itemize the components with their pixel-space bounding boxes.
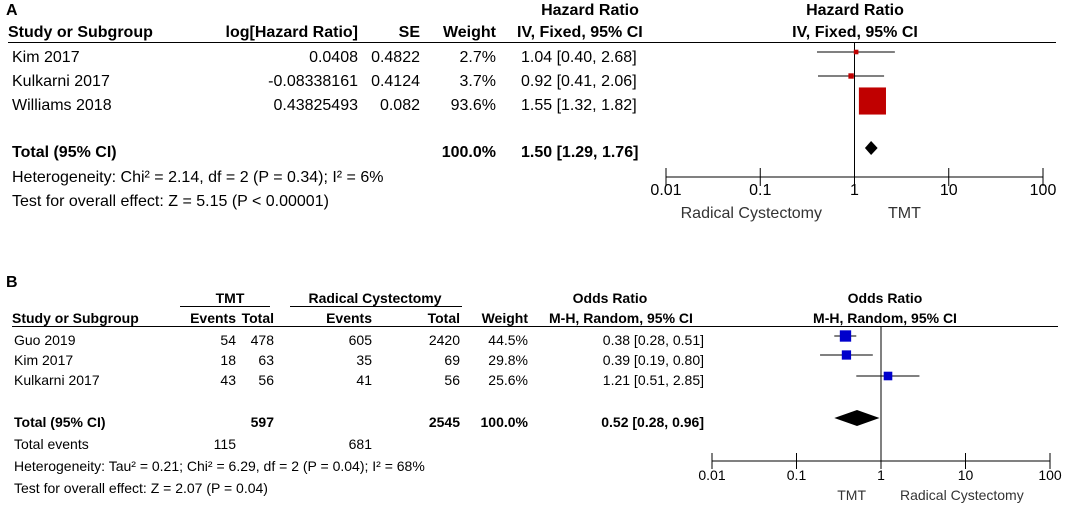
- a-col-effect-method: IV, Fixed, 95% CI: [517, 24, 643, 41]
- a-col-study: Study or Subgroup: [8, 24, 153, 41]
- b-overall-effect: Test for overall effect: Z = 2.07 (P = 0.04): [14, 480, 268, 496]
- b-total-label: Total (95% CI): [14, 414, 106, 430]
- a-study-weight: 93.6%: [450, 97, 496, 114]
- a-total-ci: 1.50 [1.29, 1.76]: [521, 144, 639, 161]
- b-total-events-label: Total events: [14, 436, 89, 452]
- b-col-effect-method: M-H, Random, 95% CI: [549, 310, 693, 326]
- a-col-log-hr: log[Hazard Ratio]: [225, 24, 358, 41]
- a-study-ci: 1.04 [0.40, 2.68]: [521, 49, 637, 66]
- a-tick-label: 0.01: [650, 182, 682, 199]
- b-study-events2: 605: [348, 332, 372, 348]
- b-study-total2: 69: [444, 352, 460, 368]
- a-study-se: 0.082: [379, 97, 420, 114]
- b-col-total2: Total: [427, 310, 460, 326]
- b-study-weight: 25.6%: [488, 372, 528, 388]
- a-study-weight: 2.7%: [459, 49, 496, 66]
- b-col-plot-method: M-H, Random, 95% CI: [813, 310, 957, 326]
- a-overall-effect: Test for overall effect: Z = 5.15 (P < 0.00001): [12, 193, 329, 210]
- b-col-events1: Events: [190, 310, 236, 326]
- b-study-events2: 35: [356, 352, 372, 368]
- a-study-ci: 1.55 [1.32, 1.82]: [521, 97, 637, 114]
- b-study-total1: 478: [250, 332, 274, 348]
- a-study-se: 0.4822: [371, 49, 420, 66]
- b-study-marker: [842, 350, 851, 359]
- a-study-log-hr: 0.0408: [309, 49, 358, 66]
- b-study-name: Kulkarni 2017: [14, 372, 100, 388]
- a-col-weight: Weight: [442, 24, 496, 41]
- b-col-study: Study or Subgroup: [12, 310, 139, 326]
- b-tick-label: 100: [1038, 467, 1062, 483]
- b-study-weight: 44.5%: [488, 332, 528, 348]
- b-total-diamond: [834, 410, 879, 426]
- b-tick-label: 1: [877, 467, 885, 483]
- b-study-total2: 2420: [428, 332, 460, 348]
- a-study-name: Kim 2017: [12, 49, 80, 66]
- b-study-total1: 56: [258, 372, 274, 388]
- a-col-se: SE: [398, 24, 420, 41]
- b-total-events1: 115: [213, 436, 236, 452]
- b-study-events1: 43: [220, 372, 236, 388]
- b-tick-label: 0.1: [786, 467, 807, 483]
- b-study-weight: 29.8%: [488, 352, 528, 368]
- a-study-marker: [859, 87, 886, 114]
- b-group1-title: TMT: [215, 290, 245, 306]
- b-tick-label: 10: [957, 467, 974, 483]
- a-study-ci: 0.92 [0.41, 2.06]: [521, 73, 637, 90]
- b-heterogeneity: Heterogeneity: Tau² = 0.21; Chi² = 6.29, df = 2 (P = 0.04); I² = 68%: [14, 458, 425, 474]
- b-col-events2: Events: [326, 310, 372, 326]
- b-total-n2: 2545: [428, 414, 460, 430]
- b-study-events1: 54: [220, 332, 236, 348]
- b-study-marker: [840, 330, 851, 341]
- a-study-log-hr: -0.08338161: [268, 73, 358, 90]
- a-total-diamond: [865, 141, 878, 155]
- b-col-total1: Total: [241, 310, 274, 326]
- b-plot-title: Odds Ratio: [847, 290, 923, 306]
- a-col-plot-method: IV, Fixed, 95% CI: [792, 24, 918, 41]
- a-favours-left: Radical Cystectomy: [680, 205, 822, 222]
- a-total-weight: 100.0%: [441, 144, 496, 161]
- a-study-name: Williams 2018: [12, 97, 112, 114]
- a-total-label: Total (95% CI): [12, 144, 117, 161]
- b-effect-title: Odds Ratio: [572, 290, 648, 306]
- b-study-name: Kim 2017: [14, 352, 74, 368]
- b-study-total1: 63: [258, 352, 274, 368]
- a-study-log-hr: 0.43825493: [273, 97, 358, 114]
- b-favours-right: Radical Cystectomy: [900, 487, 1024, 503]
- a-study-name: Kulkarni 2017: [12, 73, 110, 90]
- a-effect-title: Hazard Ratio: [541, 2, 639, 19]
- b-total-events2: 681: [348, 436, 372, 452]
- a-heterogeneity: Heterogeneity: Chi² = 2.14, df = 2 (P = 0.34); I² = 6%: [12, 169, 384, 186]
- b-favours-left: TMT: [837, 487, 866, 503]
- b-total-n1: 597: [250, 414, 274, 430]
- a-study-se: 0.4124: [371, 73, 420, 90]
- b-total-weight: 100.0%: [480, 414, 528, 430]
- b-study-ci: 1.21 [0.51, 2.85]: [602, 372, 704, 388]
- a-tick-label: 10: [939, 182, 958, 199]
- a-tick-label: 1: [850, 182, 859, 199]
- a-study-marker: [854, 50, 859, 55]
- panel-b-label: B: [6, 274, 18, 291]
- b-tick-label: 0.01: [698, 467, 726, 483]
- a-plot-title: Hazard Ratio: [806, 2, 904, 19]
- a-study-marker: [848, 73, 853, 78]
- b-col-weight: Weight: [481, 310, 528, 326]
- b-group2-title: Radical Cystectomy: [308, 290, 442, 306]
- b-study-ci: 0.38 [0.28, 0.51]: [602, 332, 704, 348]
- a-study-weight: 3.7%: [459, 73, 496, 90]
- a-favours-right: TMT: [888, 205, 921, 222]
- panel-a-label: A: [6, 2, 18, 19]
- b-study-events1: 18: [220, 352, 236, 368]
- a-tick-label: 100: [1029, 182, 1057, 199]
- b-total-ci: 0.52 [0.28, 0.96]: [601, 414, 704, 430]
- b-study-total2: 56: [444, 372, 460, 388]
- b-study-marker: [884, 372, 893, 381]
- a-tick-label: 0.1: [749, 182, 772, 199]
- b-study-ci: 0.39 [0.19, 0.80]: [602, 352, 704, 368]
- b-study-name: Guo 2019: [14, 332, 76, 348]
- b-study-events2: 41: [356, 372, 372, 388]
